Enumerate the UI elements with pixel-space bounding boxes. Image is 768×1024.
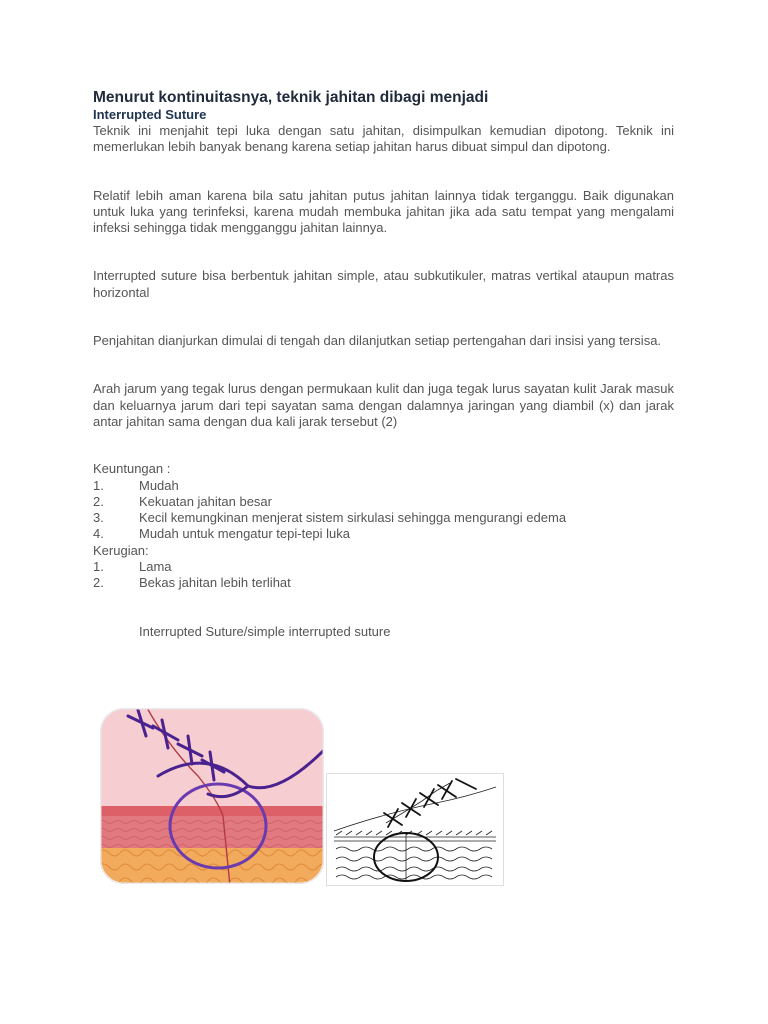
- document-body: [93, 88, 674, 640]
- list-number: 1.: [93, 477, 104, 493]
- figure-caption: Interrupted Suture/simple interrupted suture: [139, 623, 391, 639]
- list-item: [93, 559, 674, 575]
- section-title: Interrupted Suture: [93, 107, 207, 122]
- list-text: Bekas jahitan lebih terlihat: [139, 575, 291, 591]
- list-item: [93, 575, 674, 591]
- disadvantages-list: [93, 559, 674, 592]
- advantages-list: [93, 478, 674, 543]
- paragraph-start: Penjahitan dianjurkan dimulai di tengah dan dilanjutkan setiap pertengahan dari insisi yang tersisa.: [93, 333, 662, 349]
- list-number: 4.: [93, 526, 104, 542]
- advantages-label: Keuntungan :: [93, 461, 171, 477]
- list-number: 3.: [93, 510, 104, 526]
- document-heading: Menurut kontinuitasnya, teknik jahitan dibagi menjadi: [93, 89, 489, 106]
- list-number: 1.: [93, 559, 104, 575]
- list-item: [93, 478, 674, 494]
- paragraph-definition: Teknik ini menjahit tepi luka dengan satu jahitan, disimpulkan kemudian dipotong. Teknik ini memerlukan lebih banyak benang karena setiap jahitan harus dibuat simpul dan dipotong.: [93, 123, 674, 155]
- suture-sketch-illustration: [326, 773, 504, 886]
- list-text: Mudah: [139, 477, 179, 493]
- list-number: 2.: [93, 493, 104, 509]
- list-text: Mudah untuk mengatur tepi-tepi luka: [139, 526, 351, 542]
- disadvantages-label: Kerugian:: [93, 542, 149, 558]
- list-item: [93, 510, 674, 526]
- list-item: [93, 494, 674, 510]
- paragraph-needle: Arah jarum yang tegak lurus dengan permukaan kulit dan juga tegak lurus sayatan kulit Jarak masuk dan keluarnya jarum dari tepi sayatan sama dengan dalamnya jaringan yang diambil (x) dan jarak antar jahitan sama dengan dua kali jarak tersebut (2): [93, 381, 674, 429]
- list-number: 2.: [93, 575, 104, 591]
- list-item: [93, 526, 674, 542]
- list-text: Kekuatan jahitan besar: [139, 493, 272, 509]
- paragraph-safety: Relatif lebih aman karena bila satu jahitan putus jahitan lainnya tidak terganggu. Baik digunakan untuk luka yang terinfeksi, karena mudah membuka jahitan jika ada satu tempat yang mengalami infeksi sehingga tidak mengganggu jahitan lainnya.: [93, 187, 674, 236]
- suture-skin-illustration: [98, 706, 326, 886]
- list-text: Kecil kemungkinan menjerat sistem sirkulasi sehingga mengurangi edema: [139, 510, 567, 526]
- paragraph-forms: Interrupted suture bisa berbentuk jahitan simple, atau subkutikuler, matras vertikal ataupun matras horizontal: [93, 268, 674, 300]
- list-text: Lama: [139, 559, 172, 575]
